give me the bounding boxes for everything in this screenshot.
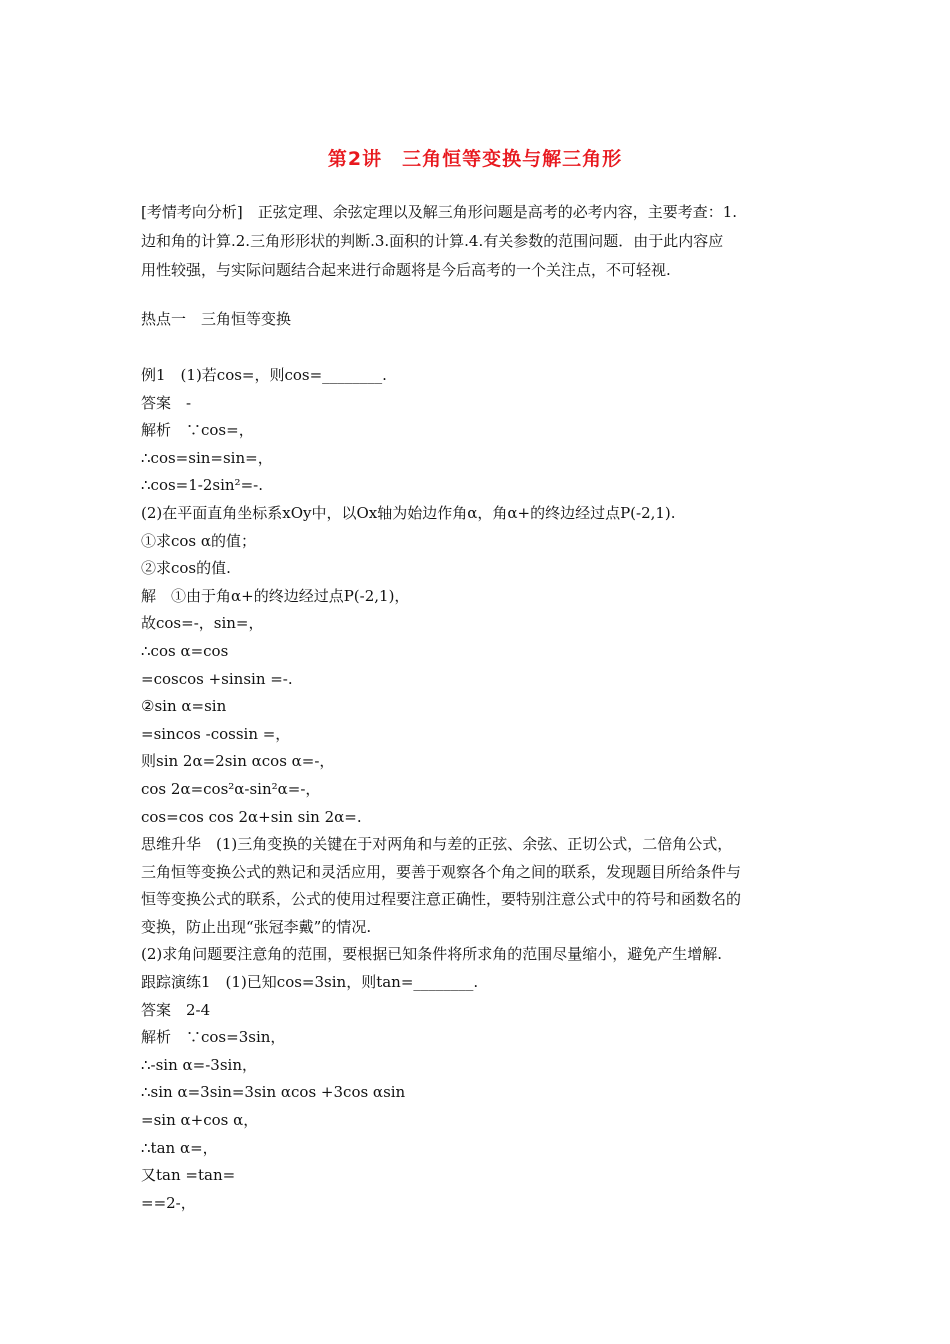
- intro-paragraph: [141, 198, 821, 285]
- text-line: ∴-sin α=-3sin，: [141, 1055, 258, 1074]
- text-line: (2)在平面直角坐标系xOy中，以Ox轴为始边作角α，角α+的终边经过点P(-2,1).: [141, 503, 676, 522]
- page-title: 第2讲 三角恒等变换与解三角形: [327, 148, 623, 170]
- text-line: =sincos -cossin =，: [141, 724, 291, 743]
- intro-line: 边和角的计算.2.三角形形状的判断.3.面积的计算.4.有关参数的范围问题．由于此内容应: [141, 232, 724, 250]
- text-line: 三角恒等变换公式的熟记和灵活应用，要善于观察各个角之间的联系，发现题目所给条件与: [141, 862, 742, 881]
- text-line: 则sin 2α=2sin αcos α=-，: [141, 752, 335, 771]
- text-line: 答案 -: [141, 393, 192, 412]
- text-line: 答案 2-4: [141, 1000, 211, 1019]
- text-line: cos=cos cos 2α+sin sin 2α=.: [141, 807, 362, 826]
- text-line: 例1 (1)若cos=，则cos=________.: [141, 366, 387, 384]
- text-line: 变换，防止出现“张冠李戴”的情况.: [141, 917, 372, 936]
- body-text: [141, 362, 821, 1217]
- text-line: =coscos +sinsin =-.: [141, 669, 293, 688]
- text-line: (2)求角问题要注意角的范围，要根据已知条件将所求角的范围尽量缩小，避免产生增解.: [141, 945, 723, 964]
- text-line: 解 ①由于角α+的终边经过点P(-2,1)，: [141, 586, 410, 605]
- text-line: 恒等变换公式的联系，公式的使用过程要注意正确性，要特别注意公式中的符号和函数名的: [141, 890, 742, 909]
- text-line: ∴tan α=，: [141, 1138, 218, 1157]
- text-line: ②求cos的值.: [141, 559, 231, 578]
- text-line: 解析 ∵cos=3sin，: [141, 1028, 286, 1047]
- intro-line: [考情考向分析] 正弦定理、余弦定理以及解三角形问题是高考的必考内容，主要考查：1.: [141, 203, 738, 221]
- text-line: 解析 ∵cos=，: [141, 421, 254, 440]
- text-line: ∴sin α=3sin=3sin αcos +3cos αsin: [141, 1083, 406, 1102]
- text-line: 又tan =tan=: [141, 1166, 236, 1185]
- text-line: ②sin α=sin: [141, 697, 227, 716]
- text-line: 思维升华 (1)三角变换的关键在于对两角和与差的正弦、余弦、正切公式，二倍角公式，: [141, 835, 733, 854]
- text-line: ∴cos=sin=sin=，: [141, 448, 273, 467]
- text-line: ∴cos α=cos: [141, 641, 229, 660]
- text-line: 故cos=-，sin=，: [141, 614, 264, 633]
- text-line: ∴cos=1-2sin²=-.: [141, 476, 263, 495]
- text-line: cos 2α=cos²α-sin²α=-，: [141, 779, 321, 798]
- text-line: ①求cos α的值；: [141, 531, 257, 550]
- section-heading: 热点一 三角恒等变换: [141, 310, 292, 328]
- text-line: ==2-，: [141, 1193, 196, 1212]
- intro-line: 用性较强，与实际问题结合起来进行命题将是今后高考的一个关注点，不可轻视.: [141, 261, 671, 279]
- text-line: 跟踪演练1 (1)已知cos=3sin，则tan=________.: [141, 973, 479, 992]
- text-line: =sin α+cos α，: [141, 1111, 259, 1130]
